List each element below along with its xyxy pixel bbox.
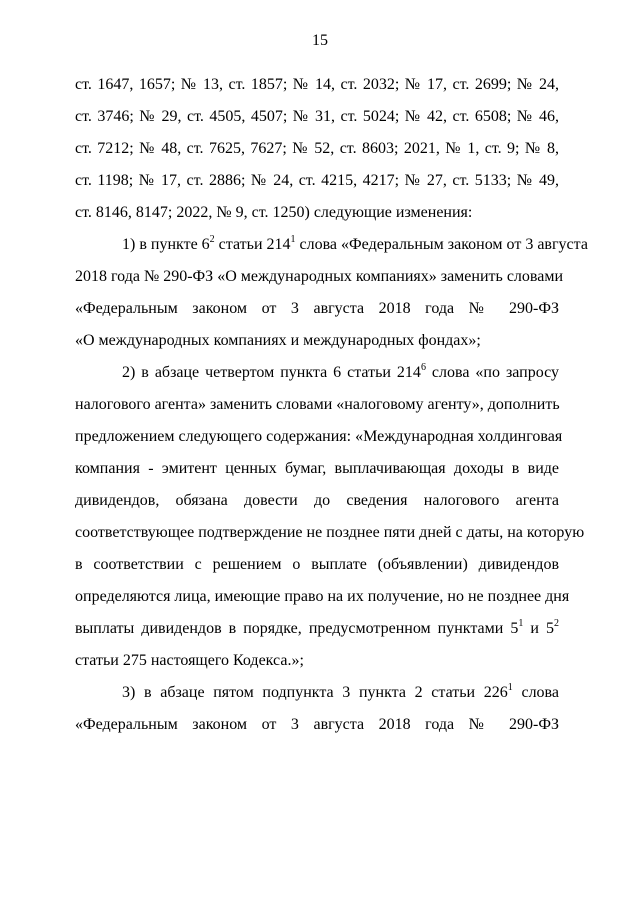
text-segment: слова <box>512 684 559 701</box>
superscript: 2 <box>554 618 560 629</box>
text-line <box>75 517 585 549</box>
superscript: 1 <box>518 618 524 629</box>
text-segment: предложением следующего содержания: «Международная холдинговая <box>75 428 563 445</box>
text-line <box>75 229 588 261</box>
text-segment: ст. 8146, 8147; 2022, № 9, ст. 1250) следующие изменения: <box>75 204 473 221</box>
text-line <box>75 389 559 421</box>
text-segment: статьи 275 настоящего Кодекса.»; <box>75 652 304 669</box>
text-segment: соответствующее подтверждение не позднее пяти дней с даты, на которую <box>75 524 585 541</box>
text-segment: 2018 года № 290-ФЗ «О международных компаниях» заменить словами <box>75 268 564 285</box>
text-segment: ст. 7212; № 48, ст. 7625, 7627; № 52, ст. 8603; 2021, № 1, ст. 9; № 8, <box>75 140 559 157</box>
text-line <box>75 197 559 229</box>
superscript: 1 <box>507 682 513 693</box>
text-line <box>75 325 559 357</box>
text-segment: слова «Федеральным законом от 3 августа <box>295 236 588 253</box>
text-line <box>75 165 559 197</box>
text-line <box>75 485 559 517</box>
text-segment: 3) в абзаце пятом подпункта 3 пункта 2 статьи 226 <box>122 684 508 701</box>
text-segment: ст. 1198; № 17, ст. 2886; № 24, ст. 4215, 4217; № 27, ст. 5133; № 49, <box>75 172 559 189</box>
text-segment: компания - эмитент ценных бумаг, выплачивающая доходы в виде <box>75 460 559 477</box>
superscript: 2 <box>209 234 215 245</box>
text-segment: в соответствии с решением о выплате (объявлении) дивидендов <box>75 556 559 573</box>
text-segment: «Федеральным законом от 3 августа 2018 года № 290-ФЗ <box>75 716 559 733</box>
text-segment: 2) в абзаце четвертом пункта 6 статьи 214 <box>122 364 421 381</box>
text-line <box>75 69 559 101</box>
text-segment: «Федеральным законом от 3 августа 2018 года № 290-ФЗ <box>75 300 559 317</box>
text-line <box>75 613 559 645</box>
text-line <box>75 581 570 613</box>
text-segment: ст. 1647, 1657; № 13, ст. 1857; № 14, ст. 2032; № 17, ст. 2699; № 24, <box>75 76 559 93</box>
text-line <box>75 101 559 133</box>
text-segment: 1) в пункте 6 <box>122 236 210 253</box>
text-segment: слова «по запросу <box>425 364 560 381</box>
superscript: 1 <box>290 234 296 245</box>
text-line <box>75 357 559 389</box>
page-number: 15 <box>312 32 328 49</box>
text-segment: выплаты дивидендов в порядке, предусмотренном пунктами 5 <box>75 620 519 637</box>
document-body <box>75 69 588 741</box>
text-segment: и 5 <box>523 620 555 637</box>
text-segment: дивидендов, обязана довести до сведения налогового агента <box>75 492 559 509</box>
text-line <box>75 261 564 293</box>
text-segment: статьи 214 <box>214 236 291 253</box>
text-segment: ст. 3746; № 29, ст. 4505, 4507; № 31, ст. 5024; № 42, ст. 6508; № 46, <box>75 108 559 125</box>
text-segment: налогового агента» заменить словами «налоговому агенту», дополнить <box>75 396 560 413</box>
text-line <box>75 677 559 709</box>
text-line <box>75 645 559 677</box>
text-line <box>75 549 559 581</box>
text-line <box>75 453 559 485</box>
text-line <box>75 421 563 453</box>
text-segment: определяются лица, имеющие право на их получение, но не позднее дня <box>75 588 570 605</box>
text-line <box>75 293 559 325</box>
text-segment: «О международных компаниях и международных фондах»; <box>75 332 481 349</box>
superscript: 6 <box>420 362 426 373</box>
text-line <box>75 133 559 165</box>
text-line <box>75 709 559 741</box>
